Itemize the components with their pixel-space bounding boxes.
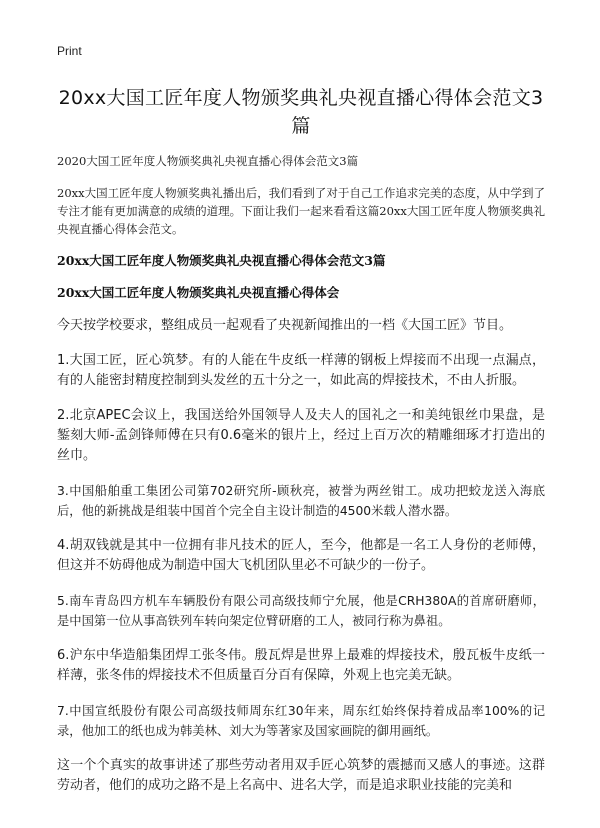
- document-title: 20xx大国工匠年度人物颁奖典礼央视直播心得体会范文3篇: [58, 87, 544, 137]
- print-label[interactable]: Print: [57, 44, 82, 58]
- body-paragraph: 4.胡双钱就是其中一位拥有非凡技术的匠人，至今，他都是一名工人身份的老师傅，但这并不妨碍他成为制造中国大飞机团队里必不可缺少的一份子。: [57, 538, 545, 573]
- body-paragraph: 1.大国工匠，匠心筑梦。有的人能在牛皮纸一样薄的钢板上焊接而不出现一点漏点，有的人能密封精度控制到头发丝的五十分之一，如此高的焊接技术，不由人折服。: [57, 353, 545, 388]
- body-paragraph: 2.北京APEC会议上，我国送给外国领导人及夫人的国礼之一和美纯银丝巾果盘，是錾刻大师-孟剑锋师傅在只有0.6毫米的银片上，经过上百万次的精雕细琢才打造出的丝巾。: [57, 408, 545, 463]
- section-heading-1: 20xx大国工匠年度人物颁奖典礼央视直播心得体会范文3篇: [57, 253, 386, 268]
- body-paragraph: 这一个个真实的故事讲述了那些劳动者用双手匠心筑梦的震撼而又感人的事迹。这群劳动者，他们的成功之路不是上名高中、进名大学，而是追求职业技能的完美和: [57, 758, 545, 793]
- body-paragraph: 今天按学校要求，整组成员一起观看了央视新闻推出的一档《大国工匠》节目。: [57, 318, 513, 333]
- body-paragraph: 7.中国宣纸股份有限公司高级技师周东红30年来，周东红始终保持着成品率100%的记录，他加工的纸也成为韩美林、刘大为等著家及国家画院的御用画纸。: [57, 704, 545, 738]
- section-heading-2: 20xx大国工匠年度人物颁奖典礼央视直播心得体会: [57, 285, 340, 300]
- intro-paragraph: 20xx大国工匠年度人物颁奖典礼播出后，我们看到了对于自己工作追求完美的态度，从中学到了专注才能有更加满意的成绩的道理。下面让我们一起来看看这篇20xx大国工匠年度人物颁奖典礼央视直播心得体会范文。: [57, 186, 545, 236]
- body-paragraph: 3.中国船舶重工集团公司第702研究所-顾秋亮，被誉为两丝钳工。成功把蛟龙送入海底后，他的新挑战是组装中国首个完全自主设计制造的4500米载人潜水器。: [57, 484, 545, 518]
- body-paragraph: 6.沪东中华造船集团焊工张冬伟。殷瓦焊是世界上最难的焊接技术，殷瓦板牛皮纸一样薄，张冬伟的焊接技术不但质量百分百有保障，外观上也完美无缺。: [57, 648, 545, 683]
- document-subtitle: 2020大国工匠年度人物颁奖典礼央视直播心得体会范文3篇: [57, 154, 359, 168]
- body-paragraph: 5.南车青岛四方机车车辆股份有限公司高级技师宁允展，他是CRH380A的首席研磨师，是中国第一位从事高铁列车转向架定位臂研磨的工人，被同行称为鼻祖。: [57, 594, 545, 628]
